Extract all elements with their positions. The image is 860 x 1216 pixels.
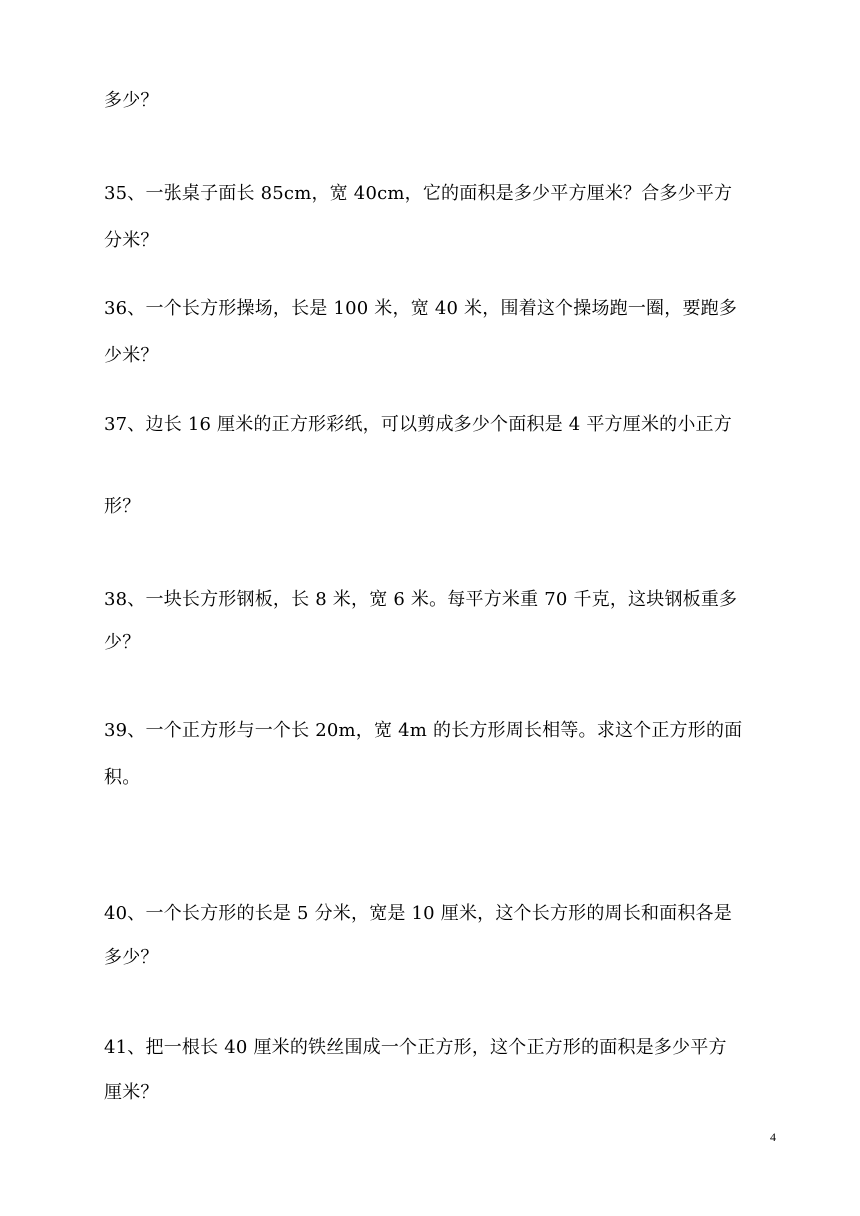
question-41-line-1: 41、把一根长 40 厘米的铁丝围成一个正方形，这个正方形的面积是多少平方 [104,1037,727,1058]
page-number: 4 [770,1130,776,1144]
question-38-line-1: 38、一块长方形钢板，长 8 米，宽 6 米。每平方米重 70 千克，这块钢板重多 [104,589,738,610]
question-40-line-2: 多少？ [104,947,159,968]
question-37-line-1: 37、边长 16 厘米的正方形彩纸，可以剪成多少个面积是 4 平方厘米的小正方 [104,414,732,435]
question-36-line-1: 36、一个长方形操场，长是 100 米，宽 40 米，围着这个操场跑一圈，要跑多 [104,298,738,319]
question-40-line-1: 40、一个长方形的长是 5 分米，宽是 10 厘米，这个长方形的周长和面积各是 [104,903,732,924]
question-35-line-1: 35、一张桌子面长 85cm，宽 40cm，它的面积是多少平方厘米？合多少平方 [104,183,733,204]
question-41-line-2: 厘米？ [104,1082,159,1103]
question-39-line-2: 积。 [104,767,141,788]
question-38-line-2: 少？ [104,632,141,653]
question-35-line-2: 分米？ [104,230,159,251]
question-39-line-1: 39、一个正方形与一个长 20m，宽 4m 的长方形周长相等。求这个正方形的面 [104,720,743,741]
question-37-line-2: 形？ [104,496,141,517]
carryover-text: 多少？ [104,90,159,111]
question-36-line-2: 少米？ [104,345,159,366]
